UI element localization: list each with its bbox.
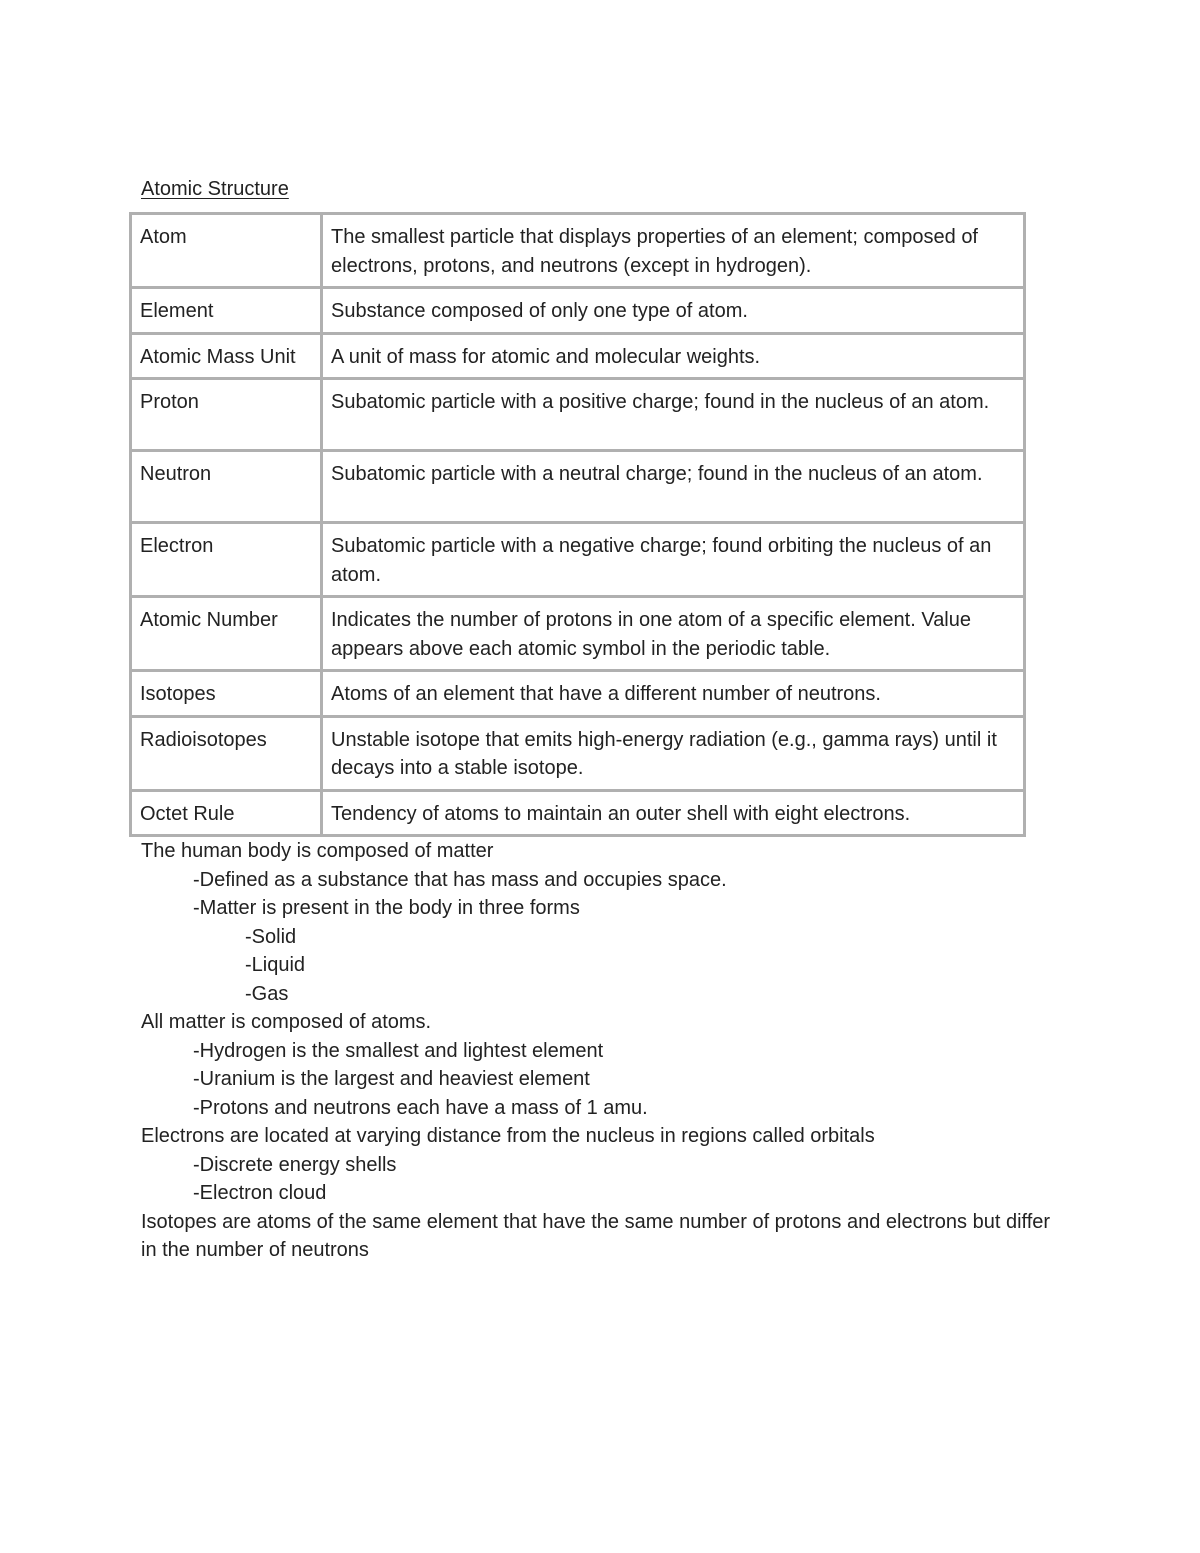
note-line: Electrons are located at varying distance from the nucleus in regions called orbitals — [141, 1125, 875, 1147]
term-cell: Proton — [131, 379, 322, 451]
definition-cell: Subatomic particle with a negative charge; found orbiting the nucleus of an atom. — [322, 523, 1025, 597]
definition-cell: Unstable isotope that emits high-energy radiation (e.g., gamma rays) until it decays into a stable isotope. — [322, 716, 1025, 790]
note-line: -Electron cloud — [193, 1182, 327, 1204]
definition-cell: Subatomic particle with a positive charge; found in the nucleus of an atom. — [322, 379, 1025, 451]
term-cell: Neutron — [131, 451, 322, 523]
definition-cell: Tendency of atoms to maintain an outer shell with eight electrons. — [322, 790, 1025, 836]
term-cell: Isotopes — [131, 671, 322, 717]
note-line: -Gas — [245, 982, 289, 1005]
note-line: Isotopes are atoms of the same element that have the same number of protons and electrons but differ in the number of neutrons — [141, 1210, 1051, 1261]
definition-cell: Indicates the number of protons in one atom of a specific element. Value appears above each atomic symbol in the periodic table. — [322, 597, 1025, 671]
table-row — [131, 790, 1025, 836]
note-line: -Discrete energy shells — [193, 1153, 397, 1176]
note-line: -Liquid — [245, 954, 306, 976]
note-line: -Matter is present in the body in three forms — [193, 897, 580, 919]
definition-cell: A unit of mass for atomic and molecular weights. — [322, 333, 1025, 379]
term-cell: Radioisotopes — [131, 716, 322, 790]
note-line: -Uranium is the largest and heaviest element — [193, 1068, 590, 1090]
term-cell: Atomic Number — [131, 597, 322, 671]
note-line: -Defined as a substance that has mass and occupies space. — [193, 868, 727, 891]
term-cell: Atom — [131, 214, 322, 288]
definition-cell: Subatomic particle with a neutral charge; found in the nucleus of an atom. — [322, 451, 1025, 523]
table-row — [131, 214, 1025, 288]
table-row — [131, 451, 1025, 523]
table-row — [131, 379, 1025, 451]
definition-cell: Substance composed of only one type of atom. — [322, 288, 1025, 334]
table-row — [131, 288, 1025, 334]
page-title: Atomic Structure — [141, 178, 289, 200]
definition-cell: Atoms of an element that have a different number of neutrons. — [322, 671, 1025, 717]
note-line: -Hydrogen is the smallest and lightest element — [193, 1039, 604, 1062]
definition-cell: The smallest particle that displays properties of an element; composed of electrons, protons, and neutrons (except in hydrogen). — [322, 214, 1025, 288]
table-row — [131, 333, 1025, 379]
table-row — [131, 671, 1025, 717]
note-line: -Protons and neutrons each have a mass of 1 amu. — [193, 1096, 648, 1119]
term-cell: Octet Rule — [131, 790, 322, 836]
table-row — [131, 716, 1025, 790]
term-cell: Electron — [131, 523, 322, 597]
table-row — [131, 523, 1025, 597]
term-cell: Atomic Mass Unit — [131, 333, 322, 379]
term-cell: Element — [131, 288, 322, 334]
note-line: All matter is composed of atoms. — [141, 1011, 432, 1033]
definitions-table — [129, 212, 1026, 837]
note-line: -Solid — [245, 925, 297, 948]
note-line: The human body is composed of matter — [141, 840, 494, 862]
table-row — [131, 597, 1025, 671]
notes-outline — [141, 837, 1061, 1265]
